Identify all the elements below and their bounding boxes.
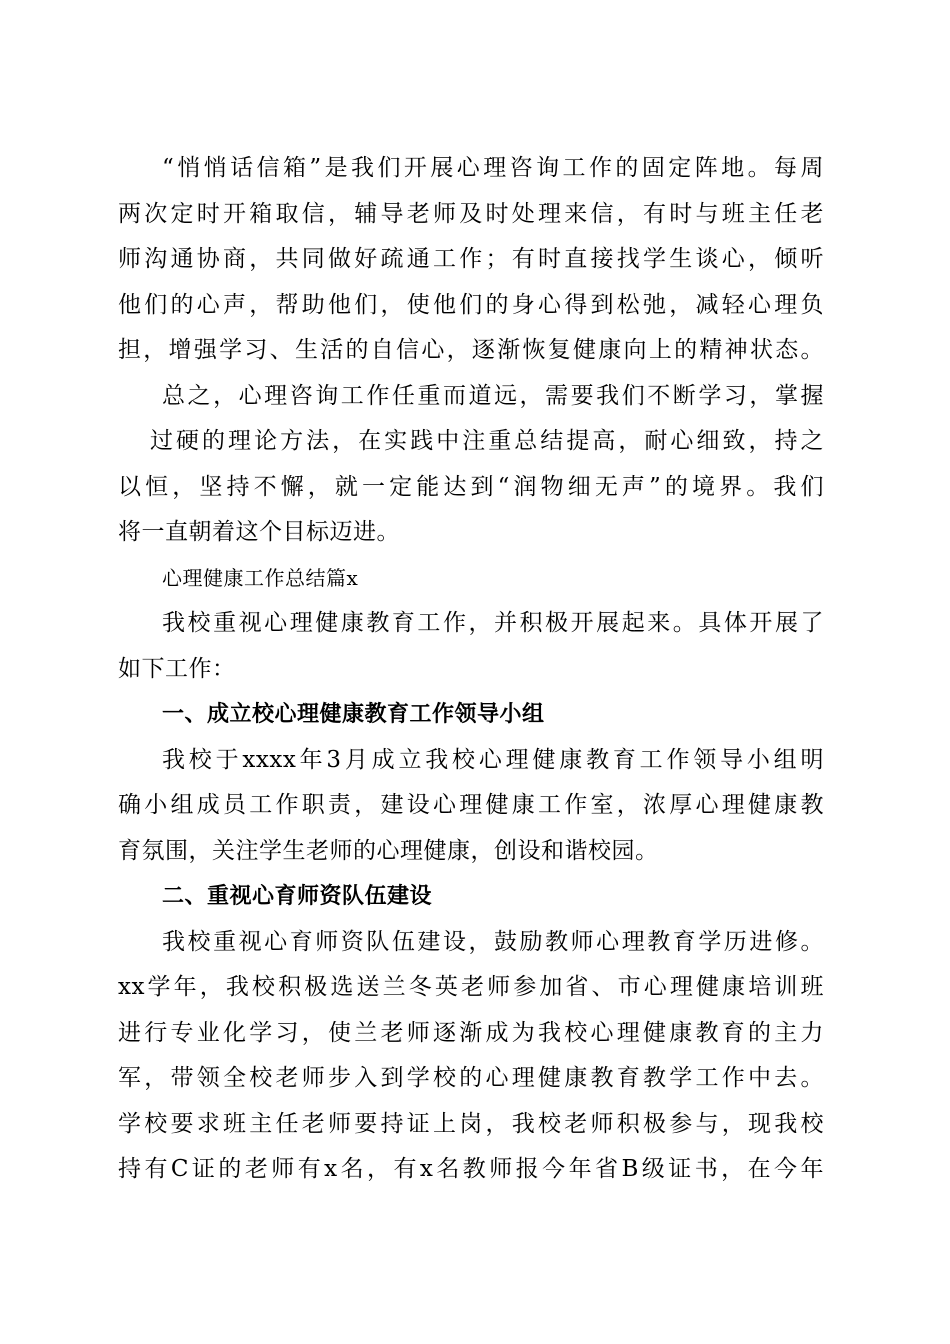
- paragraph-line: 军，带领全校老师步入到学校的心理健康教育教学工作中去。: [118, 1065, 824, 1091]
- paragraph-line: 进行专业化学习，使兰老师逐渐成为我校心理健康教育的主力: [118, 1019, 824, 1046]
- heading-two: 二、重视心育师资队伍建设: [162, 884, 433, 909]
- paragraph-line: 总之，心理咨询工作任重而道远，需要我们不断学习，掌握: [162, 382, 824, 409]
- paragraph-line: “悄悄话信箱”是我们开展心理咨询工作的固定阵地。每周: [162, 155, 824, 181]
- paragraph-line: 担，增强学习、生活的自信心，逐渐恢复健康向上的精神状态。: [118, 337, 824, 363]
- paragraph-line: 我校重视心理健康教育工作，并积极开展起来。具体开展了: [162, 610, 824, 636]
- paragraph-line: 将一直朝着这个目标迈进。: [118, 519, 400, 545]
- section-title: 心理健康工作总结篇x: [162, 565, 359, 590]
- paragraph-line: 持有C证的老师有x名，有x名教师报今年省B级证书，在今年: [118, 1156, 824, 1182]
- heading-one: 一、成立校心理健康教育工作领导小组: [162, 702, 545, 727]
- paragraph-line: 两次定时开箱取信，辅导老师及时处理来信，有时与班主任老: [118, 200, 824, 227]
- paragraph-line: xx学年，我校积极选送兰冬英老师参加省、市心理健康培训班: [118, 974, 824, 1000]
- paragraph-line: 以恒，坚持不懈，就一定能达到“润物细无声”的境界。我们: [118, 473, 824, 500]
- paragraph-line: 我校于xxxx年3月成立我校心理健康教育工作领导小组明: [162, 746, 824, 773]
- body-text: [118, 146, 824, 1193]
- paragraph-line: 我校重视心育师资队伍建设，鼓励教师心理教育学历进修。: [162, 928, 824, 955]
- paragraph-line: 过硬的理论方法，在实践中注重总结提高，耐心细致，持之: [150, 428, 824, 454]
- paragraph-line: 学校要求班主任老师要持证上岗，我校老师积极参与，现我校: [118, 1110, 824, 1137]
- paragraph-line: 他们的心声，帮助他们，使他们的身心得到松弛，减轻心理负: [118, 291, 824, 318]
- paragraph-line: 育氛围，关注学生老师的心理健康，创设和谐校园。: [118, 837, 659, 864]
- paragraph-line: 师沟通协商，共同做好疏通工作；有时直接找学生谈心，倾听: [118, 246, 824, 272]
- paragraph-line: 如下工作：: [118, 655, 236, 682]
- paragraph-line: 确小组成员工作职责，建设心理健康工作室，浓厚心理健康教: [118, 792, 824, 818]
